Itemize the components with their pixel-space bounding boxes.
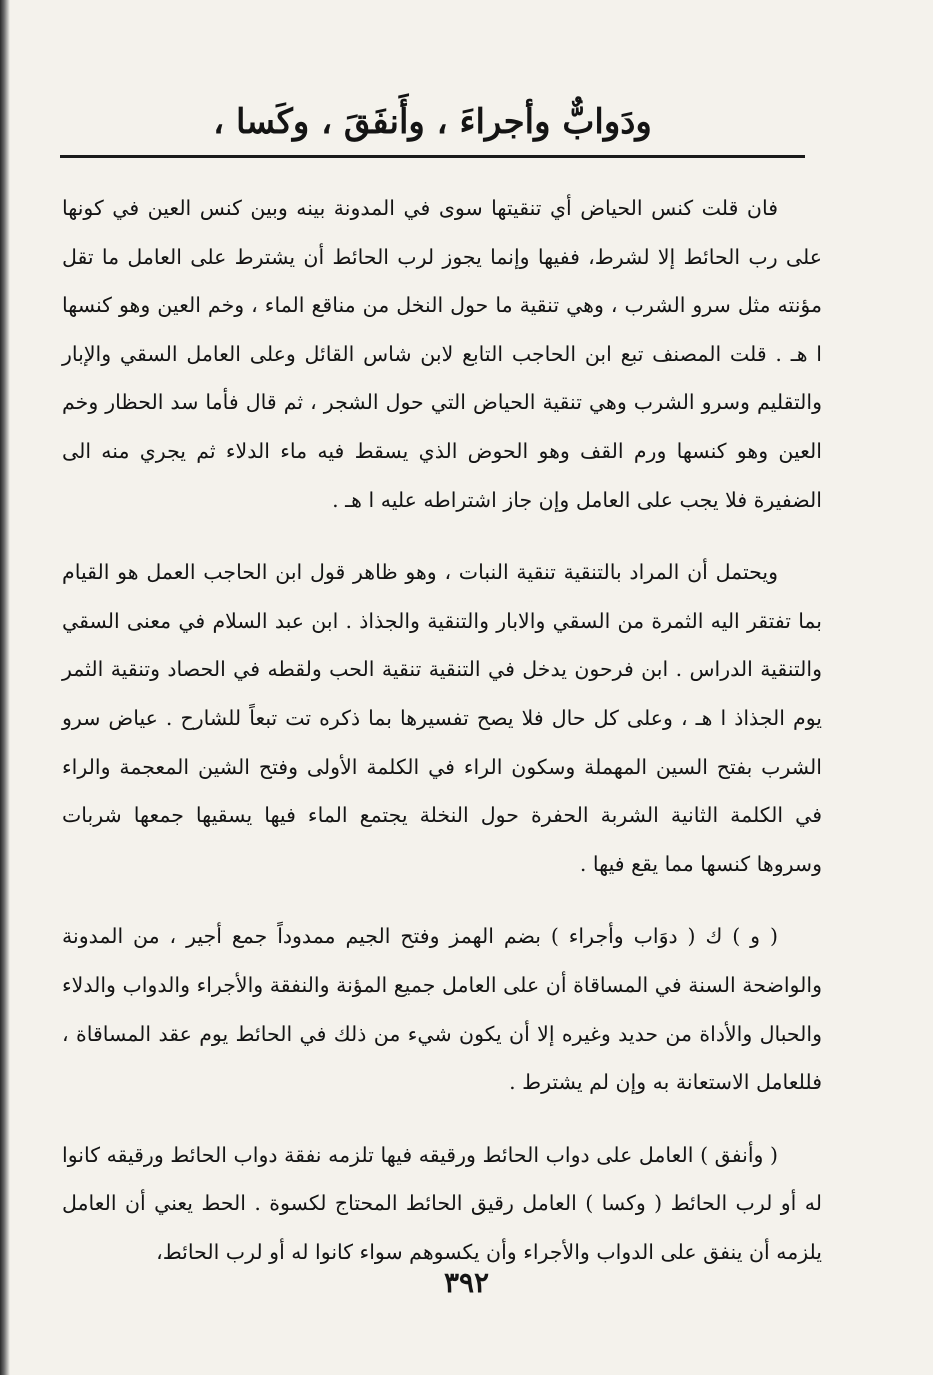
paragraph-2: ويحتمل أن المراد بالتنقية تنقية النبات ، وهو ظاهر قول ابن الحاجب العمل هو القيام بما تفتقر اليه الثمرة من السقي والابار والتنقية والجذاذ . ابن عبد السلام في معنى السقي والتنقية الدراس . ابن فرحون يدخل في التنقية تنقية الحب ولقطه في الحصاد وتنقية الثمر يوم الجذاذ ا هـ ، وعلى كل حال فلا يصح تفسيرها بما ذكره تت تبعاً للشارح . عياض سرو الشرب بفتح السين المهملة وسكون الراء في الكلمة الأولى وفتح الشين المعجمة والراء في الكلمة الثانية الشربة الحفرة حول النخلة يجتمع الماء فيها يسقيها جمعها شربات وسروها كنسها مما يقع فيها . xyxy=(62,560,822,876)
body-text xyxy=(62,184,822,1276)
paragraph-1: فان قلت كنس الحياض أي تنقيتها سوى في المدونة بينه وبين كنس العين في كونها على رب الحائط إلا لشرط، ففيها وإنما يجوز لرب الحائط أن يشترط على العامل ما تقل مؤنته مثل سرو الشرب ، وهي تنقية ما حول النخل من مناقع الماء ، وخم العين وهو كنسها ا هـ . قلت المصنف تبع ابن الحاجب التابع لابن شاس القائل وعلى العامل السقي والإبار والتقليم وسرو الشرب وهي تنقية الحياض التي حول الشجر ، ثم قال فأما سد الحظار وخم العين وهو كنسها ورم القف وهو الحوض الذي يسقط فيه ماء الدلاء ثم يجري منه الى الضفيرة فلا يجب على العامل وإن جاز اشتراطه عليه ا هـ . xyxy=(62,196,822,512)
heading-rule xyxy=(60,155,805,158)
page-heading: ودَوابٌّ وأجراءَ ، وأَنفَقَ ، وكَسا ، xyxy=(213,102,652,142)
page-binding-shadow xyxy=(0,0,10,1375)
paragraph-3: ( و ) ك ( دوَاب وأجراء ) بضم الهمز وفتح الجيم ممدوداً جمع أجير ، من المدونة والواضحة السنة في المساقاة أن على العامل جميع المؤنة والنفقة والأجراء والدواب والدلاء والحبال والأداة من حديد وغيره إلا أن يكون شيء من ذلك في الحائط يوم عقد المساقاة ، فللعامل الاستعانة به وإن لم يشترط . xyxy=(62,924,822,1095)
paragraph-4: ( وأنفق ) العامل على دواب الحائط ورقيقه فيها تلزمه نفقة دواب الحائط ورقيقه كانوا له أو لرب الحائط ( وكسا ) العامل رقيق الحائط المحتاج لكسوة . الحط يعني أن العامل يلزمه أن ينفق على الدواب والأجراء وأن يكسوهم سواء كانوا له أو لرب الحائط، xyxy=(62,1142,822,1264)
page-number: ٣٩٢ xyxy=(443,1266,490,1299)
